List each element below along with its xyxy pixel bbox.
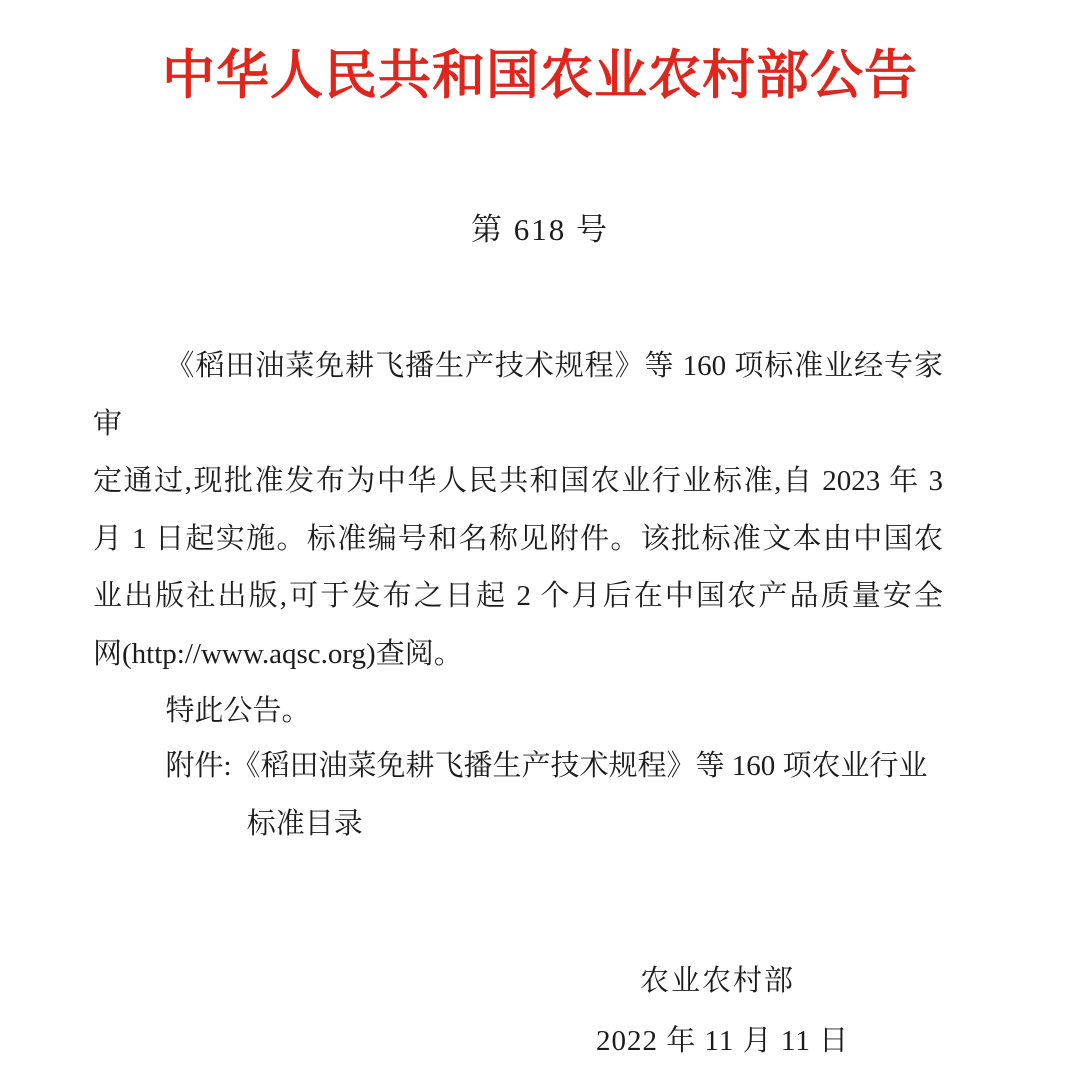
body-line-closing: 特此公告。 bbox=[165, 695, 311, 727]
issuing-authority-signature: 农业农村部 bbox=[640, 965, 796, 997]
document-date: 2022 年 11 月 11 日 bbox=[596, 1025, 850, 1057]
body-line-5: 网(http://www.aqsc.org)查阅。 bbox=[93, 637, 463, 670]
body-line-4: 业出版社出版,可于发布之日起 2 个月后在中国农产品质量安全 bbox=[93, 580, 943, 612]
attachment-block bbox=[93, 738, 943, 853]
attachment-line-2: 标准目录 bbox=[246, 807, 363, 840]
body-paragraph bbox=[93, 338, 943, 741]
body-line-1: 《稻田油菜免耕飞播生产技术规程》等 160 项标准业经专家审 bbox=[93, 350, 943, 440]
document-number: 第 618 号 bbox=[471, 212, 609, 247]
body-line-3: 月 1 日起实施。标准编号和名称见附件。该批标准文本由中国农 bbox=[93, 522, 943, 555]
document-title: 中华人民共和国农业农村部公告 bbox=[162, 47, 918, 105]
attachment-line-1: 附件:《稻田油菜免耕飞播生产技术规程》等 160 项农业行业 bbox=[165, 750, 928, 782]
body-line-2: 定通过,现批准发布为中华人民共和国农业行业标准,自 2023 年 3 bbox=[93, 465, 943, 497]
